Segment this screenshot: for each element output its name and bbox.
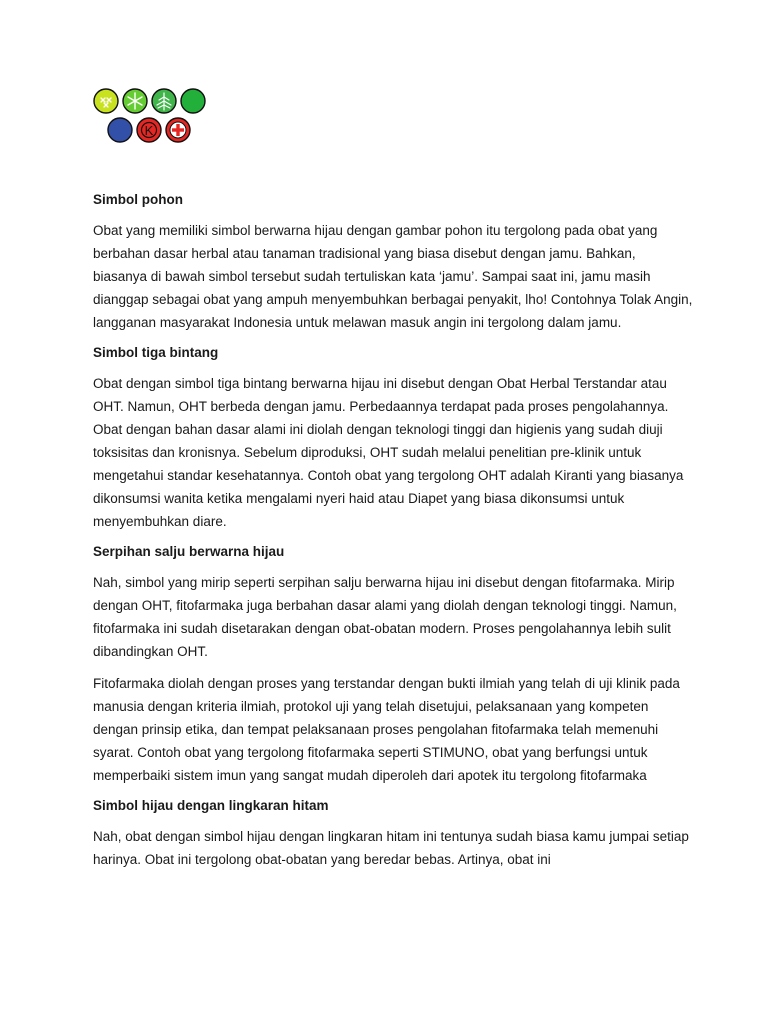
red-cross-icon xyxy=(166,118,190,142)
paragraph-lingkaran-hitam: Nah, obat dengan simbol hijau dengan lingkaran hitam ini tentunya sudah biasa kamu jumpai setiap harinya. Obat ini tergolong obat-obatan yang beredar bebas. Artinya, obat ini xyxy=(93,829,689,867)
paragraph-simbol-pohon: Obat yang memiliki simbol berwarna hijau dengan gambar pohon itu tergolong pada obat yang berbahan dasar herbal atau tanaman tradisional yang biasa disebut dengan jamu. Bahkan, biasanya di bawah simbol tersebut sudah tertuliskan kata ‘jamu’. Sampai saat ini, jamu masih dianggap sebagai obat yang ampuh menyembuhkan berbagai penyakit, lho! Contohnya Tolak Angin, langganan masyarakat Indonesia untuk melawan masuk angin ini tergolong dalam jamu. xyxy=(93,223,693,330)
blue-circle-icon xyxy=(108,118,132,142)
tree-icon xyxy=(152,89,176,113)
heading-simbol-pohon: Simbol pohon xyxy=(93,192,183,207)
heading-simbol-tiga-bintang: Simbol tiga bintang xyxy=(93,345,219,360)
medicine-symbols xyxy=(92,88,212,146)
k-symbol-icon xyxy=(137,118,161,142)
k-letter: K xyxy=(144,123,154,138)
herbal-snowflake-icon xyxy=(123,89,147,113)
green-circle-icon xyxy=(181,89,205,113)
paragraph-simbol-tiga-bintang: Obat dengan simbol tiga bintang berwarna hijau ini disebut dengan Obat Herbal Terstandar atau OHT. Namun, OHT berbeda dengan jamu. Perbedaannya terdapat pada proses pengolahannya. Obat dengan bahan dasar alami ini diolah dengan teknologi tinggi dan higienis yang sudah diuji toksisitas dan kronisnya. Sebelum diproduksi, OHT sudah melalui penelitian pre-klinik untuk mengetahui standar kesehatannya. Contoh obat yang tergolong OHT adalah Kiranti yang biasanya dikonsumsi wanita ketika mengalami nyeri haid atau Diapet yang biasa dikonsumsi untuk menyembuhkan diare. xyxy=(93,376,684,529)
paragraph-serpihan-salju-1: Nah, simbol yang mirip seperti serpihan salju berwarna hijau ini disebut dengan fitofarmaka. Mirip dengan OHT, fitofarmaka juga berbahan dasar alami yang diolah dengan teknologi tinggi. Namun, fitofarmaka ini sudah disetarakan dengan obat-obatan modern. Proses pengolahannya lebih sulit dibandingkan OHT. xyxy=(93,575,677,659)
article-content xyxy=(93,190,693,880)
heading-serpihan-salju: Serpihan salju berwarna hijau xyxy=(93,544,285,559)
jamu-snowflake-icon xyxy=(94,89,118,113)
heading-lingkaran-hitam: Simbol hijau dengan lingkaran hitam xyxy=(93,798,329,813)
paragraph-serpihan-salju-2: Fitofarmaka diolah dengan proses yang terstandar dengan bukti ilmiah yang telah di uji klinik pada manusia dengan kriteria ilmiah, protokol uji yang telah disetujui, pelaksanaan yang kompeten dengan prinsip etika, dan tempat pelaksanaan proses pengolahan fitofarmaka telah memenuhi syarat. Contoh obat yang tergolong fitofarmaka seperti STIMUNO, obat yang berfungsi untuk memperbaiki sistem imun yang sangat mudah diperoleh dari apotek itu tergolong fitofarmaka xyxy=(93,676,680,783)
